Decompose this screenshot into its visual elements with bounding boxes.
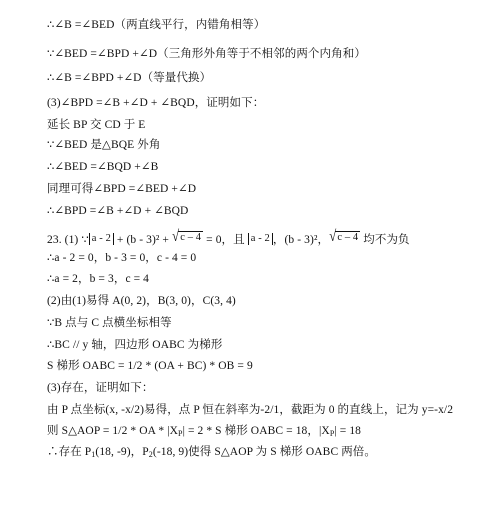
equation-fragment: 均不为负 (360, 234, 410, 246)
equation-fragment: 则 S△AOP = 1/2 * OA * |X (47, 425, 179, 437)
problem-23-statement (47, 226, 410, 247)
square-root-expression (329, 226, 360, 245)
equation-fragment: | = 18 (334, 425, 362, 437)
radicand: c – 4 (180, 232, 202, 243)
text-line: (3)存在，证明如下： (47, 382, 154, 394)
text-line: ∴∠B =∠BED（两直线平行，内错角相等） (47, 19, 266, 31)
text-line: ∴∠BED =∠BQD +∠B (47, 161, 159, 173)
absolute-value-expression: a - 2 (89, 233, 114, 245)
subscript: 2 (148, 450, 153, 459)
absolute-value-expression: a - 2 (248, 233, 273, 245)
text-line: S 梯形 OABC = 1/2 * (OA + BC) * OB = 9 (47, 360, 253, 372)
equation-fragment: (18, -9)，P (95, 446, 149, 458)
radical-sign-icon: √ (329, 226, 337, 245)
equation-fragment: ，(b - 3)²， (272, 234, 330, 246)
text-line: ∵∠BED 是△BQE 外角 (47, 139, 161, 151)
text-line: (2)由(1)易得 A(0, 2)，B(3, 0)，C(3, 4) (47, 295, 236, 307)
text-line: ∴a = 2，b = 3，c = 4 (47, 273, 150, 285)
equation-fragment: + (b - 3)² + (113, 234, 172, 246)
equation-fragment: = 0，且 (203, 234, 248, 246)
subscript: P (178, 429, 183, 438)
square-root-expression (172, 226, 203, 245)
text-line: 同理可得∠BPD =∠BED +∠D (47, 183, 197, 195)
text-line: (3)∠BPD =∠B +∠D + ∠BQD，证明如下： (47, 97, 265, 109)
text-line: 延长 BP 交 CD 于 E (47, 119, 146, 131)
conclusion-line (47, 445, 376, 462)
area-equation-line (47, 424, 361, 441)
radicand: c – 4 (337, 232, 359, 243)
text-line: ∴BC // y 轴，四边形 OABC 为梯形 (47, 339, 223, 351)
text-line: ∵∠BED =∠BPD +∠D（三角形外角等于不相邻的两个内角和） (47, 48, 366, 60)
text-line: ∴∠BPD =∠B +∠D + ∠BQD (47, 205, 189, 217)
equation-fragment: (-18, 9)使得 S△AOP 为 S 梯形 OABC 两倍。 (152, 446, 376, 458)
text-line: 由 P 点坐标(x, -x/2)易得，点 P 恒在斜率为-2/1，截距为 0 的直线上，记为 y=-x/2 (47, 404, 454, 416)
text-line: ∴a - 2 = 0，b - 3 = 0，c - 4 = 0 (47, 252, 197, 264)
equation-fragment: ∴存在 P (47, 446, 92, 458)
equation-fragment: | = 2 * S 梯形 OABC = 18，|X (182, 425, 330, 437)
problem-23-prefix: 23. (1) ∵ (47, 234, 89, 246)
text-line: ∴∠B =∠BPD +∠D（等量代换） (47, 72, 212, 84)
radical-sign-icon: √ (172, 226, 180, 245)
subscript: 1 (91, 450, 96, 459)
text-line: ∵B 点与 C 点横坐标相等 (47, 317, 172, 329)
subscript: P (329, 429, 335, 438)
